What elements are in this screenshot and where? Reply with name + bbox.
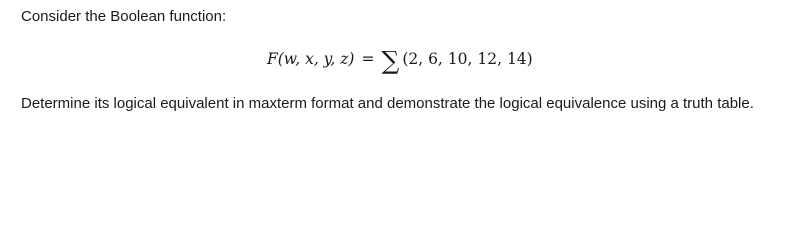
boolean-function-equation — [267, 44, 533, 74]
equals-sign: = — [361, 50, 375, 68]
equation-lhs: F(w, x, y, z) — [267, 50, 355, 68]
intro-text: Consider the Boolean function: — [21, 8, 227, 25]
question-prompt: Determine its logical equivalent in maxterm format and demonstrate the logical equivalence using a truth table. — [21, 95, 754, 112]
summation-sigma-icon: ∑ — [381, 45, 400, 75]
minterm-list: (2, 6, 10, 12, 14) — [402, 50, 533, 68]
